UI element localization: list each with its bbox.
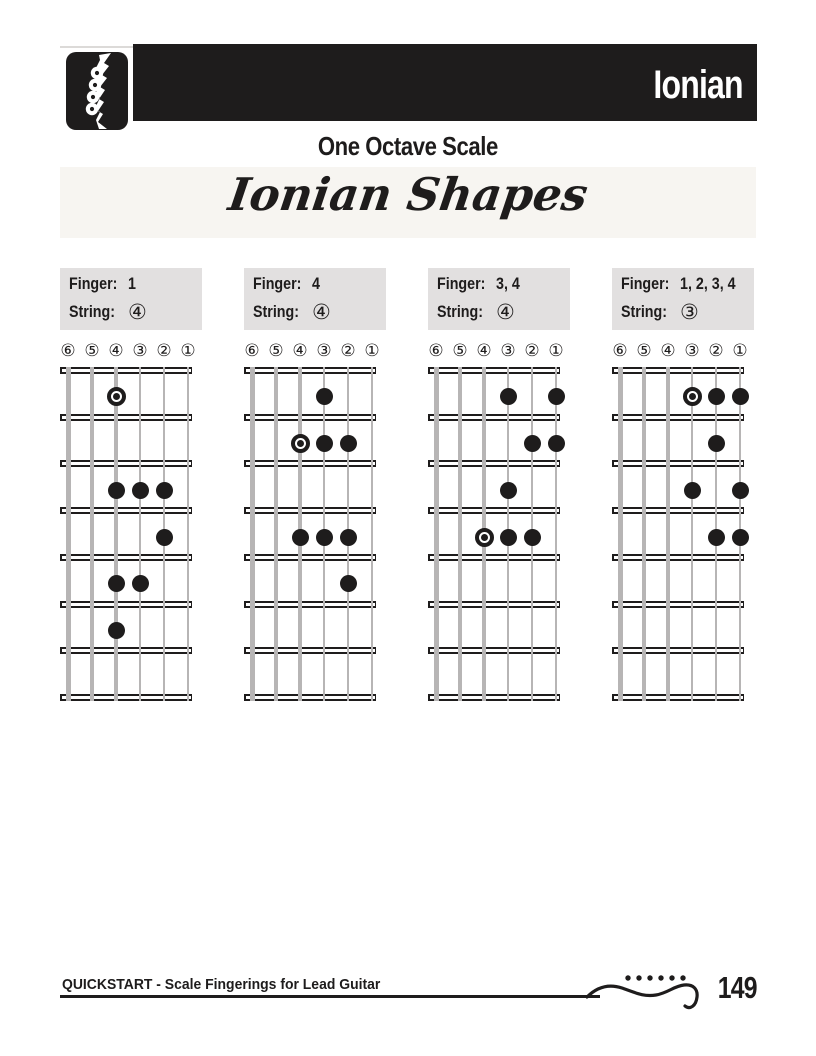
fretboard <box>428 367 560 701</box>
string-value: ④ <box>128 300 147 324</box>
note-dot <box>292 529 309 546</box>
finger-string-box <box>428 268 570 330</box>
fret-bar <box>244 414 376 421</box>
note-dot <box>732 482 749 499</box>
string-number: ⑤ <box>636 341 652 361</box>
note-dot <box>524 529 541 546</box>
string-line <box>114 367 118 701</box>
string-line <box>187 367 189 701</box>
string-number: ① <box>548 341 564 361</box>
fret-bar <box>612 460 744 467</box>
string-line <box>642 367 646 701</box>
fret-bar <box>428 694 560 701</box>
string-number: ⑤ <box>452 341 468 361</box>
string-number: ③ <box>316 341 332 361</box>
string-number: ④ <box>292 341 308 361</box>
string-numbers-row <box>244 341 380 362</box>
fret-bar <box>428 601 560 608</box>
script-title: Ionian Shapes <box>225 168 591 221</box>
fret-bar <box>428 554 560 561</box>
string-value: ③ <box>680 300 699 324</box>
scale-diagram <box>612 268 754 701</box>
fret-bar <box>60 647 192 654</box>
fret-bar <box>60 414 192 421</box>
finger-value: 1, 2, 3, 4 <box>680 274 736 293</box>
string-numbers-row <box>60 341 196 362</box>
string-label: String: <box>253 302 300 321</box>
fret-bar <box>60 554 192 561</box>
fretboard <box>244 367 376 701</box>
note-dot <box>340 529 357 546</box>
string-number: ③ <box>684 341 700 361</box>
fret-bar <box>60 694 192 701</box>
nut-bar <box>244 367 376 374</box>
note-dot <box>708 435 725 452</box>
fret-bar <box>244 694 376 701</box>
fret-bar <box>612 601 744 608</box>
string-number: ② <box>708 341 724 361</box>
nut-bar <box>612 367 744 374</box>
finger-string-box <box>612 268 754 330</box>
string-number: ③ <box>132 341 148 361</box>
page-subtitle: One Octave Scale <box>318 131 498 161</box>
note-dot <box>708 388 725 405</box>
string-number: ① <box>180 341 196 361</box>
string-label: String: <box>621 302 668 321</box>
book-title: QUICKSTART - Scale Fingerings for Lead Guitar <box>62 976 381 993</box>
note-dot <box>316 388 333 405</box>
string-value: ④ <box>496 300 515 324</box>
note-dot <box>108 575 125 592</box>
string-label: String: <box>437 302 484 321</box>
string-numbers-row <box>612 341 748 362</box>
root-note-marker <box>107 387 126 406</box>
string-number: ⑥ <box>428 341 444 361</box>
note-dot <box>156 482 173 499</box>
note-dot <box>108 482 125 499</box>
string-number: ⑤ <box>84 341 100 361</box>
scale-diagram <box>60 268 202 701</box>
chapter-banner <box>133 44 757 121</box>
fret-bar <box>612 694 744 701</box>
string-number: ④ <box>476 341 492 361</box>
diagrams-row <box>60 268 756 701</box>
string-numbers-row <box>428 341 564 362</box>
fretboard <box>60 367 192 701</box>
string-line <box>555 367 557 701</box>
string-number: ⑥ <box>612 341 628 361</box>
scale-diagram <box>428 268 570 701</box>
string-number: ④ <box>660 341 676 361</box>
string-line <box>66 367 71 701</box>
note-dot <box>316 529 333 546</box>
finger-value: 4 <box>312 274 320 293</box>
fret-bar <box>244 460 376 467</box>
note-dot <box>732 388 749 405</box>
finger-label: Finger: <box>621 274 670 293</box>
note-dot <box>708 529 725 546</box>
string-line <box>666 367 670 701</box>
note-dot <box>340 435 357 452</box>
fret-bar <box>428 460 560 467</box>
string-number: ③ <box>500 341 516 361</box>
nut-bar <box>60 367 192 374</box>
string-line <box>458 367 462 701</box>
note-dot <box>548 435 565 452</box>
string-line <box>618 367 623 701</box>
note-dot <box>732 529 749 546</box>
string-number: ① <box>364 341 380 361</box>
chapter-title: Ionian <box>653 63 743 107</box>
finger-string-box <box>60 268 202 330</box>
string-number: ① <box>732 341 748 361</box>
fret-bar <box>244 647 376 654</box>
fret-bar <box>60 460 192 467</box>
root-note-marker <box>683 387 702 406</box>
footer-rule <box>60 995 600 998</box>
fret-bar <box>612 647 744 654</box>
string-label: String: <box>69 302 116 321</box>
string-number: ⑤ <box>268 341 284 361</box>
note-dot <box>108 622 125 639</box>
fret-bar <box>428 647 560 654</box>
string-number: ④ <box>108 341 124 361</box>
page-number: 149 <box>718 970 757 1005</box>
finger-value: 3, 4 <box>496 274 520 293</box>
string-line <box>691 367 694 701</box>
finger-label: Finger: <box>253 274 302 293</box>
fret-bar <box>60 507 192 514</box>
string-line <box>274 367 278 701</box>
finger-value: 1 <box>128 274 136 293</box>
scale-diagram <box>244 268 386 701</box>
fret-bar <box>428 507 560 514</box>
fret-bar <box>612 554 744 561</box>
string-number: ② <box>156 341 172 361</box>
note-dot <box>132 575 149 592</box>
nut-bar <box>428 367 560 374</box>
fretboard <box>612 367 744 701</box>
note-dot <box>156 529 173 546</box>
note-dot <box>500 388 517 405</box>
string-number: ⑥ <box>60 341 76 361</box>
top-hairline <box>60 46 134 48</box>
note-dot <box>316 435 333 452</box>
string-line <box>250 367 255 701</box>
fret-bar <box>244 554 376 561</box>
string-value: ④ <box>312 300 331 324</box>
root-note-marker <box>291 434 310 453</box>
string-line <box>139 367 142 701</box>
string-number: ② <box>340 341 356 361</box>
logo <box>66 52 128 130</box>
finger-string-box <box>244 268 386 330</box>
fret-bar <box>612 414 744 421</box>
string-number: ⑥ <box>244 341 260 361</box>
note-dot <box>684 482 701 499</box>
string-line <box>371 367 373 701</box>
note-dot <box>340 575 357 592</box>
finger-label: Finger: <box>437 274 486 293</box>
fret-bar <box>60 601 192 608</box>
fret-bar <box>428 414 560 421</box>
string-number: ② <box>524 341 540 361</box>
guitar-squiggle-icon <box>586 956 718 1016</box>
string-line <box>90 367 94 701</box>
string-line <box>434 367 439 701</box>
fret-bar <box>244 507 376 514</box>
note-dot <box>132 482 149 499</box>
note-dot <box>500 529 517 546</box>
fret-bar <box>612 507 744 514</box>
note-dot <box>500 482 517 499</box>
root-note-marker <box>475 528 494 547</box>
guitar-headstock-icon <box>66 52 128 130</box>
fret-bar <box>244 601 376 608</box>
note-dot <box>524 435 541 452</box>
finger-label: Finger: <box>69 274 118 293</box>
note-dot <box>548 388 565 405</box>
